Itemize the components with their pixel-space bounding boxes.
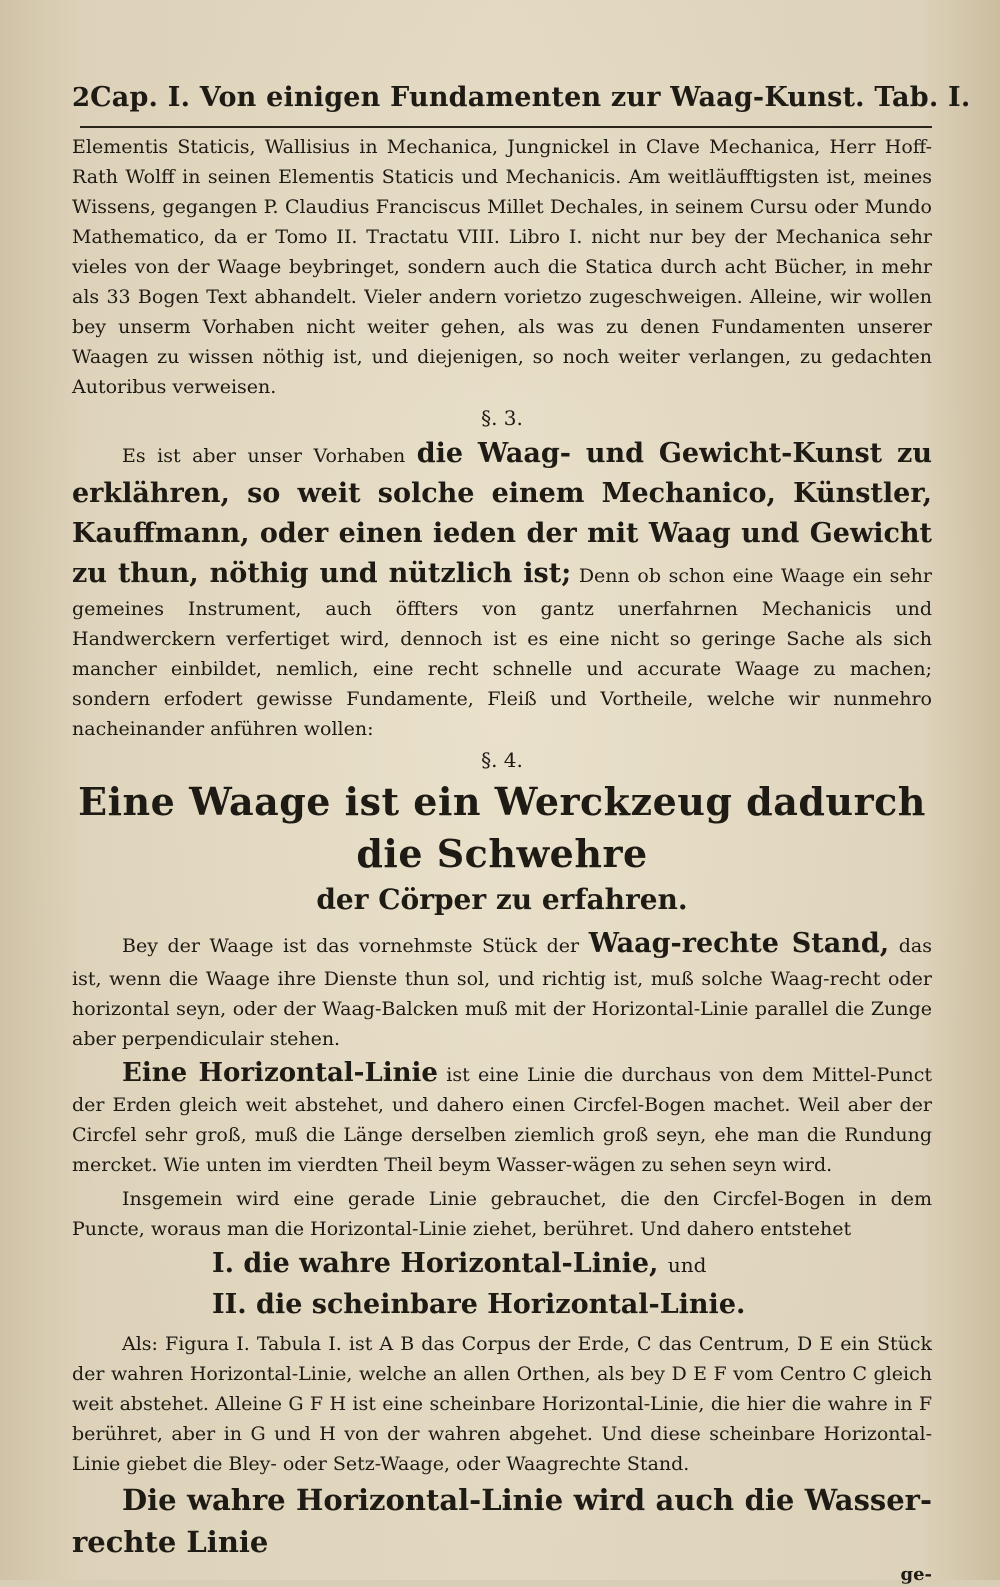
- purpose-rest: Denn ob schon eine Waage ein sehr gemeines Instrument, auch öffters von gantz unerfahrnen Mechanicis und Handwerckern verfertiget wird, dennoch ist es eine nicht so geringe Sache als sich mancher einbildet, nemlich, eine recht schnelle und accurate Waage zu machen; sondern erfodert gewisse Fundamente, Fleiß und Vortheile, welche wir nunmehro nacheinander anführen wollen:: [72, 565, 932, 740]
- horizontal-rest: ist eine Linie die durchaus von dem Mittel-Punct der Erden gleich weit abstehet, und dahero einen Circfel-Bogen machet. Weil aber der Circfel sehr groß, muß die Länge derselben ziemlich groß seyn, ehe man die Rundung mercket. Wie unten im vierdten Theil beym Wasser-wägen zu sehen seyn wird.: [72, 1064, 932, 1176]
- main-text: [72, 132, 932, 1587]
- paragraph-purpose: [72, 434, 932, 744]
- definition-heading-line1: Eine Waage ist ein Werckzeug dadurch die Schwehre: [78, 779, 926, 876]
- list-item-true-horizontal: [72, 1244, 932, 1285]
- definition-heading-line2: der Cörper zu erfahren.: [316, 883, 688, 916]
- paragraph-level-state: [72, 924, 932, 1054]
- running-header: [72, 82, 971, 113]
- final-line: Die wahre Horizontal-Linie wird auch die Wasser-rechte Linie: [72, 1483, 932, 1559]
- catchword: ge-: [900, 1564, 932, 1585]
- level-emphasis: Waag-rechte Stand,: [588, 928, 890, 959]
- section-number-3: §. 3.: [481, 406, 523, 430]
- list-item-main: II. die scheinbare Horizontal-Linie.: [212, 1289, 746, 1320]
- level-part2: das ist, wenn die Waage ihre Dienste thun sol, und richtig ist, muß solche Waag-recht oder horizontal seyn, oder der Waag-Balcken muß mit der Horizontal-Linie parallel die Zunge aber perpendiculair stehen.: [72, 935, 932, 1050]
- running-title: Cap. I. Von einigen Fundamenten zur Waag-Kunst. Tab. I.: [90, 82, 971, 113]
- horizontal-lead: Eine Horizontal-Linie: [122, 1058, 438, 1088]
- list-item-tail: und: [667, 1253, 707, 1277]
- level-part1: Bey der Waage ist das vornehmste Stück der: [122, 935, 580, 957]
- paragraph-references: Elementis Staticis, Wallisius in Mechanica, Jungnickel in Clave Mechanica, Herr Hoff-Rath Wolff in seinen Elementis Staticis und Mechanicis. Am weitläufftigsten ist, meines Wissens, gegangen P. Claudius Franciscus Millet Dechales, in seinem Cursu oder Mundo Mathematico, da er Tomo II. Tractatu VIII. Libro I. nicht nur bey der Mechanica sehr vieles von der Waage beybringet, sondern auch die Statica durch acht Bücher, in mehr als 33 Bogen Text abhandelt. Vieler andern vorietzo zugeschweigen. Alleine, wir wollen bey unserm Vorhaben nicht weiter gehen, als was zu denen Fundamenten unserer Waagen zu wissen nöthig ist, und diejenigen, so noch weiter verlangen, zu gedachten Autoribus verweisen.: [72, 136, 932, 398]
- paragraph-horizontal-line: [72, 1058, 932, 1180]
- list-item-apparent-horizontal: [72, 1285, 932, 1325]
- purpose-intro: Es ist aber unser Vorhaben: [122, 445, 406, 467]
- list-item-main: I. die wahre Horizontal-Linie,: [212, 1248, 659, 1279]
- section-number-4: §. 4.: [481, 748, 523, 772]
- purpose-emphasis: die Waag- und Gewicht-Kunst zu erklähren, so weit solche einem Mechanico, Künstler, Kauffmann, oder einen ieden der mit Waag und Gewicht zu thun, nöthig und nützlich ist;: [72, 438, 932, 589]
- page-number: 2: [72, 83, 91, 113]
- header-rule: [80, 126, 932, 128]
- paragraph-figure: Als: Figura I. Tabula I. ist A B das Corpus der Erde, C das Centrum, D E ein Stück der wahren Horizontal-Linie, welche an allen Orthen, als bey D E F vom Centro C gleich weit abstehet. Alleine G F H ist eine scheinbare Horizontal-Linie, die hier die wahre in F berühret, aber in G und H von der wahren abgehet. Und diese scheinbare Horizontal-Linie giebet die Bley- oder Setz-Waage, oder Waagrechte Stand.: [72, 1333, 932, 1475]
- paragraph-tangent: Insgemein wird eine gerade Linie gebrauchet, die den Circfel-Bogen in dem Puncte, woraus man die Horizontal-Linie ziehet, berühret. Und dahero entstehet: [72, 1188, 932, 1240]
- definition-heading: [72, 776, 932, 920]
